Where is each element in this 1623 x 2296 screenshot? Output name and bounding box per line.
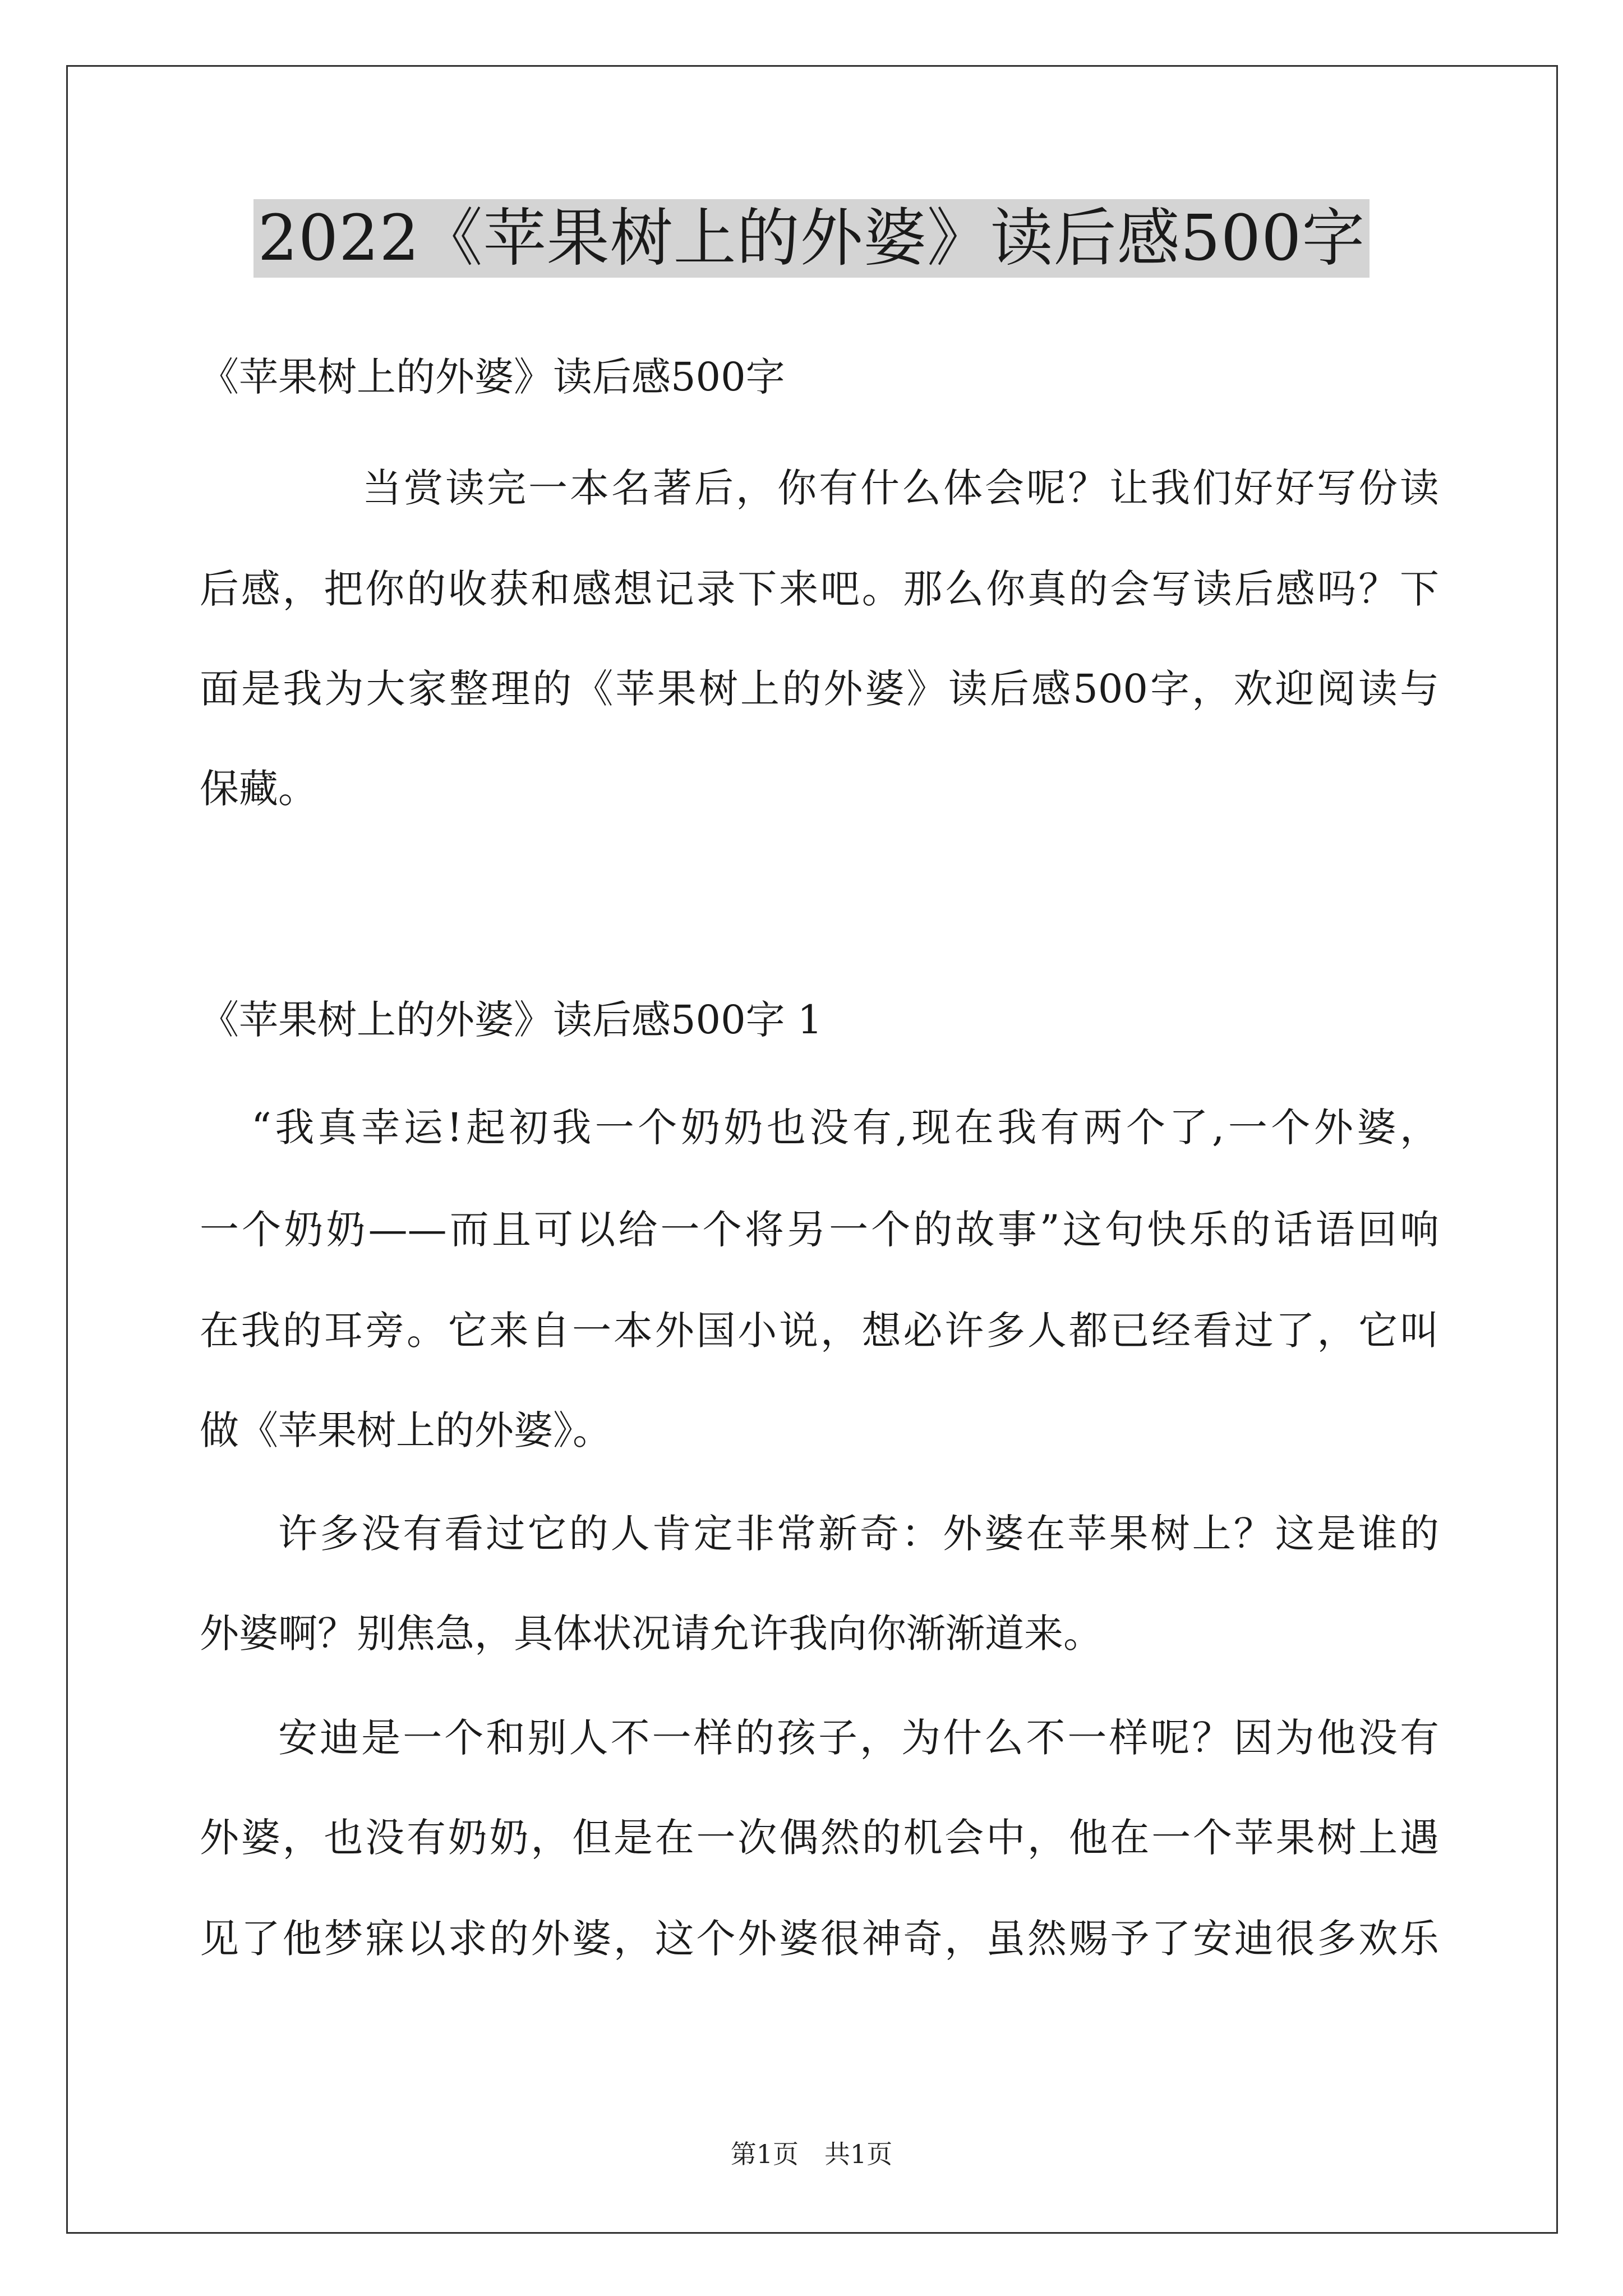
document-title: 2022《苹果树上的外婆》读后感500字 xyxy=(253,199,1370,278)
paragraph-line: 做《苹果树上的外婆》。 xyxy=(200,1407,612,1453)
paragraph-line: 外婆啊？别焦急，具体状况请允许我向你渐渐道来。 xyxy=(200,1611,1103,1657)
intro-line: 面是我为大家整理的《苹果树上的外婆》读后感500字，欢迎阅读与 xyxy=(200,666,1439,712)
intro-line: 后感，把你的收获和感想记录下来吧。那么你真的会写读后感吗？下 xyxy=(200,566,1439,612)
section-heading: 《苹果树上的外婆》读后感500字 1 xyxy=(200,997,823,1043)
paragraph-line: 外婆，也没有奶奶，但是在一次偶然的机会中，他在一个苹果树上遇 xyxy=(200,1815,1439,1861)
intro-subtitle: 《苹果树上的外婆》读后感500字 xyxy=(200,354,785,400)
title-container xyxy=(0,199,1623,278)
page-footer: 第1页 共1页 xyxy=(730,2139,893,2169)
paragraph-line: 在我的耳旁。它来自一本外国小说，想必许多人都已经看过了，它叫 xyxy=(200,1308,1439,1354)
paragraph-line: 见了他梦寐以求的外婆，这个外婆很神奇，虽然赐予了安迪很多欢乐 xyxy=(200,1916,1439,1962)
paragraph-line: 安迪是一个和别人不一样的孩子，为什么不一样呢？因为他没有 xyxy=(278,1715,1439,1761)
paragraph-line: 许多没有看过它的人肯定非常新奇：外婆在苹果树上？这是谁的 xyxy=(278,1511,1439,1557)
paragraph-line: “我真幸运!起初我一个奶奶也没有,现在我有两个了,一个外婆， xyxy=(251,1105,1439,1151)
paragraph-line: 一个奶奶——而且可以给一个将另一个的故事”这句快乐的话语回响 xyxy=(200,1207,1439,1253)
intro-line: 当赏读完一本名著后，你有什么体会呢？让我们好好写份读 xyxy=(362,465,1439,511)
intro-line: 保藏。 xyxy=(200,766,317,812)
